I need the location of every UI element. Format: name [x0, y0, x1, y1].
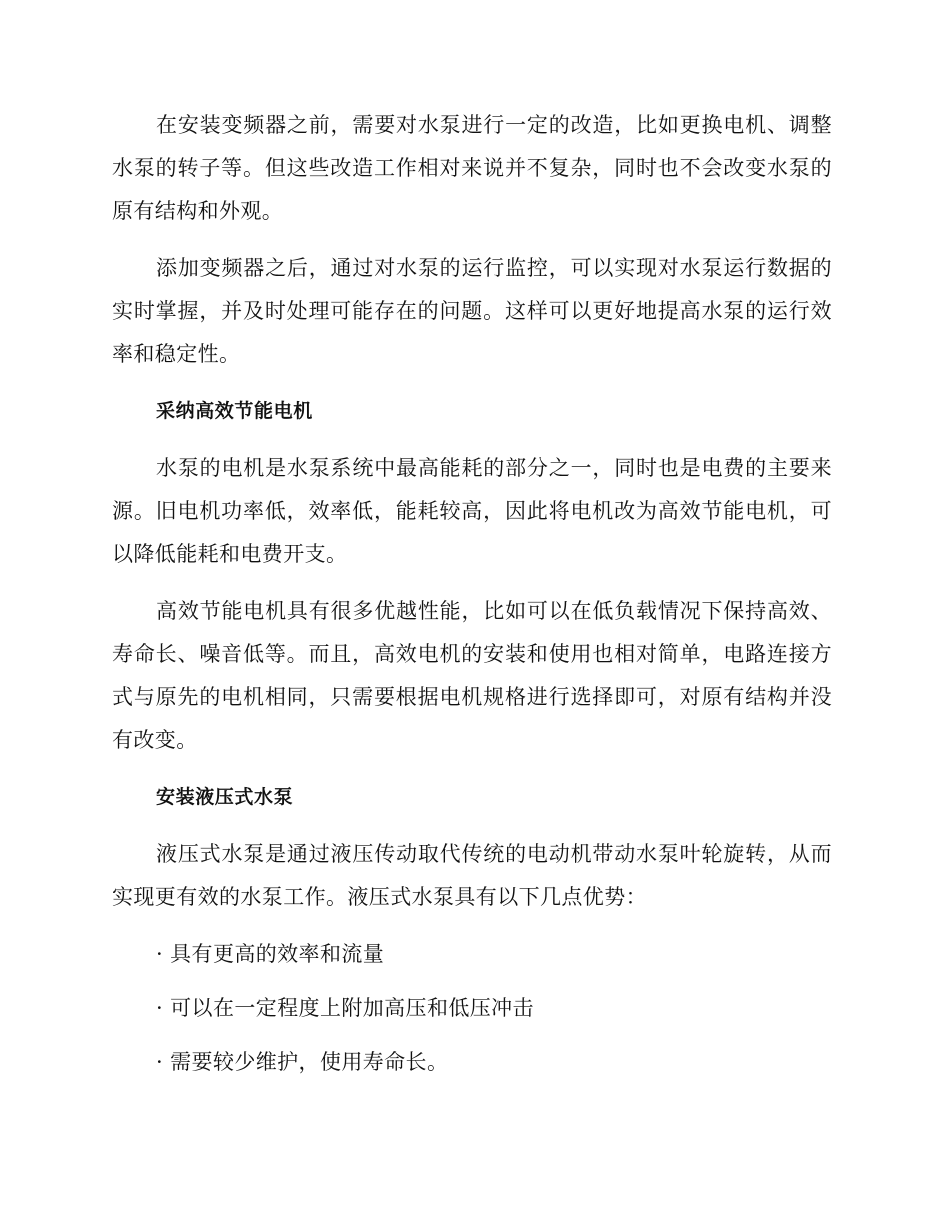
heading-hydraulic-pump: 安装液压式水泵: [156, 786, 294, 808]
paragraph-hydraulic-pump: 液压式水泵是通过液压传动取代传统的电动机带动水泵叶轮旋转，从而实现更有效的水泵工作。液压式水泵具有以下几点优势：: [112, 842, 832, 909]
paragraph-inverter-monitoring: 添加变频器之后，通过对水泵的运行监控，可以实现对水泵运行数据的实时掌握，并及时处理可能存在的问题。这样可以更好地提高水泵的运行效率和稳定性。: [112, 256, 832, 366]
advantages-list: [112, 933, 832, 1084]
paragraph-motor-advantages: 高效节能电机具有很多优越性能，比如可以在低负载情况下保持高效、寿命长、噪音低等。而且，高效电机的安装和使用也相对简单，电路连接方式与原先的电机相同，只需要根据电机规格进行选择即可，对原有结构并没有改变。: [112, 599, 832, 752]
document-body: [112, 104, 832, 1095]
list-item: · 可以在一定程度上附加高压和低压冲击: [156, 996, 534, 1020]
list-item: · 需要较少维护，使用寿命长。: [156, 1050, 449, 1074]
paragraph-inverter-modification: 在安装变频器之前，需要对水泵进行一定的改造，比如更换电机、调整水泵的转子等。但这些改造工作相对来说并不复杂，同时也不会改变水泵的原有结构和外观。: [112, 113, 832, 223]
list-item: · 具有更高的效率和流量: [156, 942, 385, 966]
paragraph-motor-energy: 水泵的电机是水泵系统中最高能耗的部分之一，同时也是电费的主要来源。旧电机功率低，效率低，能耗较高，因此将电机改为高效节能电机，可以降低能耗和电费开支。: [112, 456, 832, 566]
heading-efficient-motor: 采纳高效节能电机: [156, 400, 313, 422]
